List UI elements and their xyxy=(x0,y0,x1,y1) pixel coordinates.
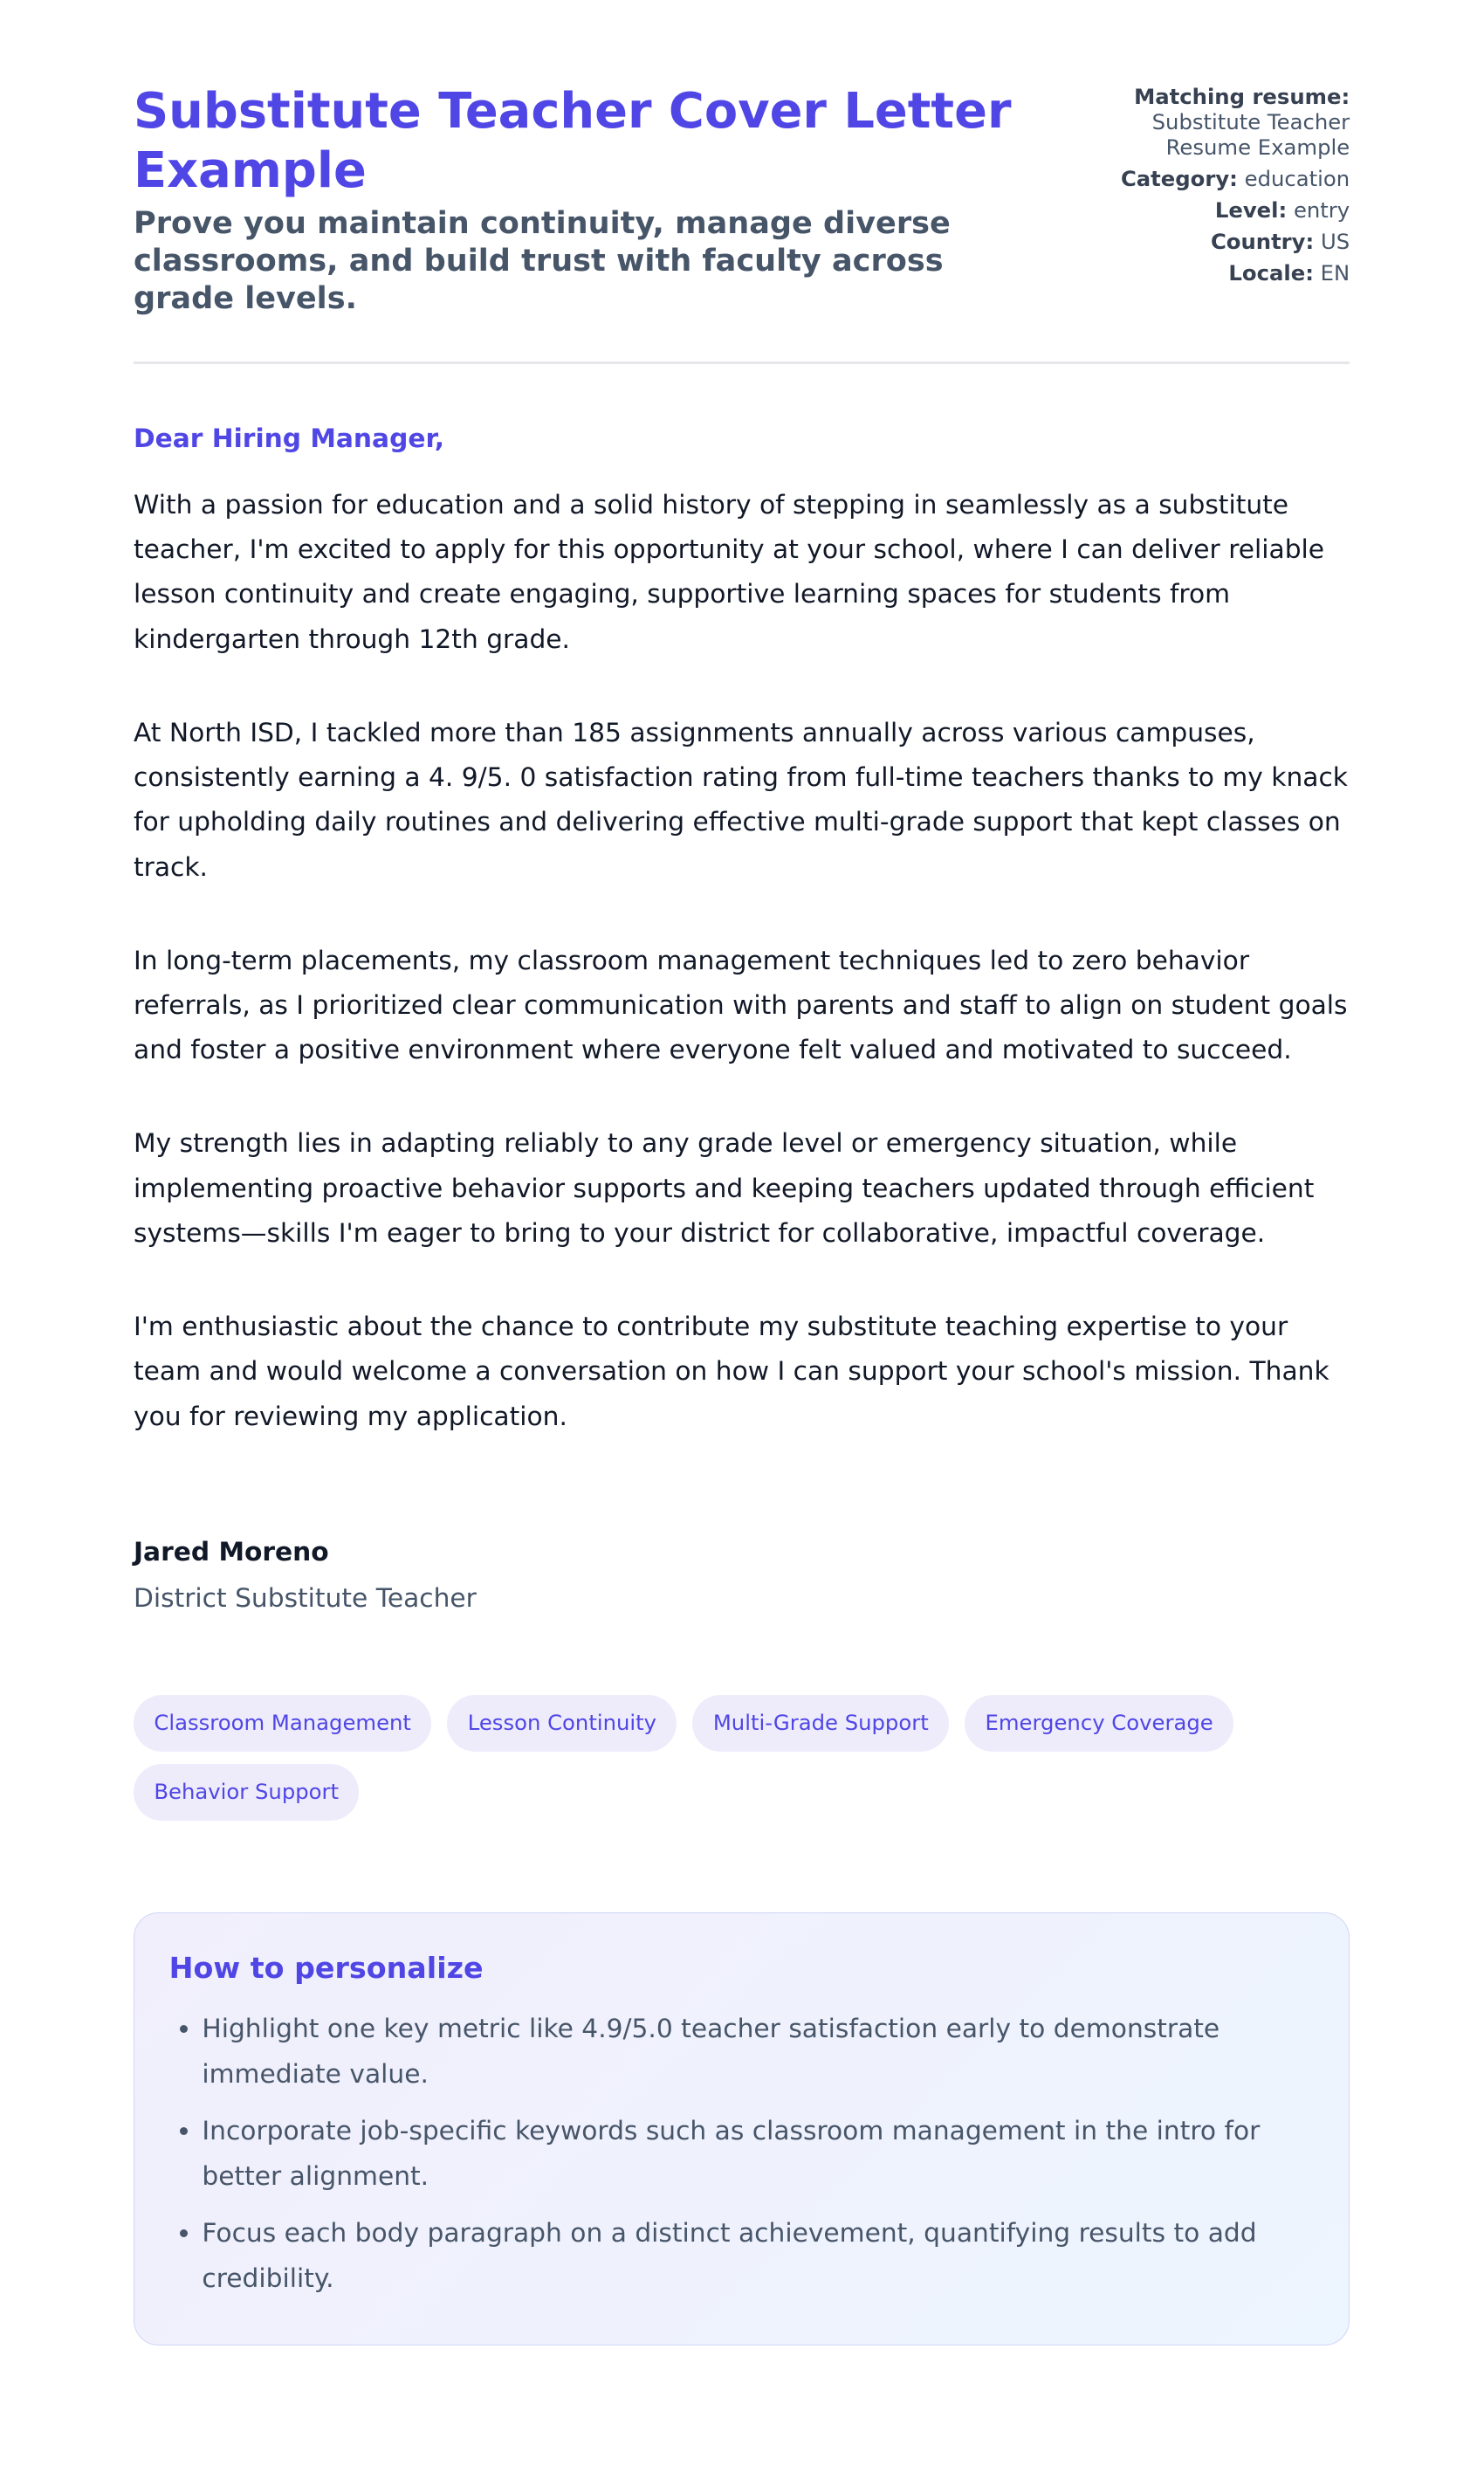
meta-label: Locale: xyxy=(1228,259,1314,286)
skill-tag: Lesson Continuity xyxy=(447,1695,677,1752)
personalize-tips-box xyxy=(134,1912,1350,2345)
meta-label: Matching resume: xyxy=(1134,84,1350,110)
tips-list xyxy=(169,2007,1315,2302)
resume-meta xyxy=(1121,82,1350,293)
meta-locale xyxy=(1121,261,1350,286)
letter-paragraph: My strength lies in adapting reliably to any grade level or emergency situation, while implementing proactive behavior supports and keeping teachers updated through efficient systems—skills I'm eager to bring to your district for collaborative, impactful coverage. xyxy=(134,1128,1315,1250)
letter-paragraph: With a passion for education and a solid history of stepping in seamlessly as a substitute teacher, I'm excited to apply for this opportunity at your school, where I can deliver reliable lesson continuity and create engaging, supportive learning spaces for students from kindergarten through 12th grade. xyxy=(134,489,1325,655)
meta-value: EN xyxy=(1320,259,1350,286)
meta-label: Country: xyxy=(1210,228,1315,254)
skill-tag: Multi-Grade Support xyxy=(692,1695,949,1752)
tip-item: • Focus each body paragraph on a distinct achievement, quantifying results to add credibility. xyxy=(202,2211,1314,2302)
letter-paragraph: At North ISD, I tackled more than 185 assignments annually across various campuses, consistently earning a 4. 9/5. 0 satisfaction rating from full-time teachers thanks to my knack for upholding daily routines and delivering effective multi-grade support that kept classes on track. xyxy=(134,717,1348,883)
meta-value: education xyxy=(1244,165,1350,191)
meta-value: US xyxy=(1320,228,1350,254)
signature-title: District Substitute Teacher xyxy=(134,1582,477,1614)
matching-resume-link[interactable]: Substitute Teacher Resume Example xyxy=(1151,108,1350,160)
meta-level xyxy=(1121,198,1350,224)
meta-matching-resume xyxy=(1121,85,1350,160)
letter-paragraph: I'm enthusiastic about the chance to contribute my substitute teaching expertise to your team and would welcome a conversation on how I can support your school's mission. Thank you for reviewing my application. xyxy=(134,1312,1329,1432)
meta-country xyxy=(1121,230,1350,255)
page-header xyxy=(134,82,1350,364)
skill-tag: Emergency Coverage xyxy=(965,1695,1233,1752)
skill-tag: Behavior Support xyxy=(134,1764,359,1821)
meta-category xyxy=(1121,167,1350,192)
letter-paragraph: In long-term placements, my classroom management techniques led to zero behavior referrals, as I prioritized clear communication with parents and staff to align on student goals and foster a positive environment where everyone felt valued and motivated to succeed. xyxy=(134,945,1348,1066)
tip-item: • Highlight one key metric like 4.9/5.0 teacher satisfaction early to demonstrate immediate value. xyxy=(202,2007,1314,2097)
meta-label: Level: xyxy=(1214,196,1288,223)
cover-letter-page xyxy=(134,0,1350,2430)
page-subtitle: Prove you maintain continuity, manage diverse classrooms, and build trust with faculty across grade levels. xyxy=(134,205,951,317)
meta-value: entry xyxy=(1293,196,1350,223)
tip-item: • Incorporate job-specific keywords such as classroom management in the intro for better alignment. xyxy=(202,2109,1314,2200)
skill-tags xyxy=(134,1695,1265,1821)
tips-heading: How to personalize xyxy=(168,1950,484,1985)
signature-name: Jared Moreno xyxy=(134,1536,329,1567)
meta-label: Category: xyxy=(1120,165,1238,191)
letter-greeting: Dear Hiring Manager, xyxy=(134,424,445,455)
skill-tag: Classroom Management xyxy=(134,1695,431,1752)
title-block xyxy=(134,82,1045,318)
page-title: Substitute Teacher Cover Letter Example xyxy=(134,82,1012,199)
